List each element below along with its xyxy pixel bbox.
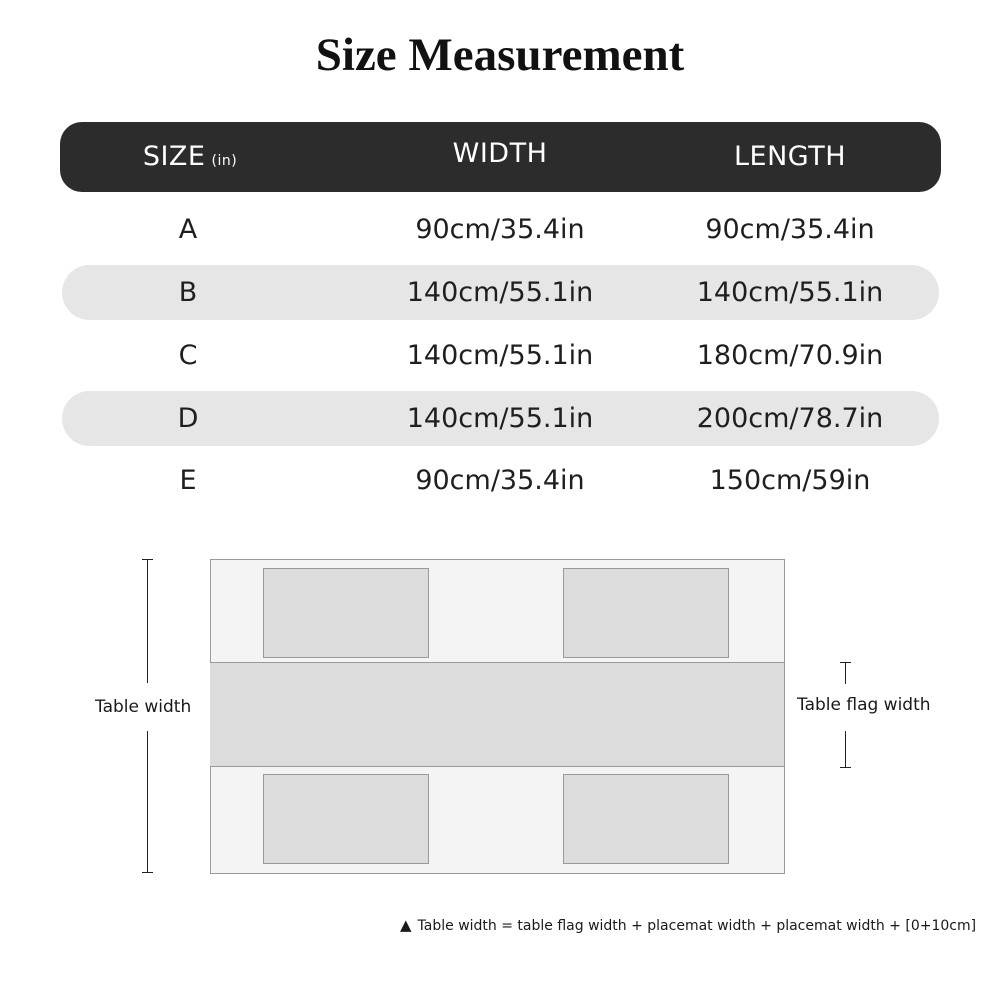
formula-note — [400, 916, 976, 934]
table-row — [62, 265, 939, 320]
header-size-label: SIZE — [142, 141, 206, 172]
page-title: Size Measurement — [315, 29, 685, 81]
dimension-line — [147, 559, 148, 683]
width-cell: 90cm/35.4in — [415, 214, 585, 245]
table-row — [62, 328, 939, 383]
dimension-cap — [142, 872, 153, 873]
placemat — [263, 774, 429, 864]
formula-text: Table width = table flag width + placemat width + placemat width + [0+10cm] — [417, 918, 977, 934]
dimension-cap — [840, 767, 851, 768]
size-cell: A — [178, 214, 198, 245]
length-cell: 90cm/35.4in — [705, 214, 875, 245]
size-table-header — [60, 122, 941, 192]
length-cell: 140cm/55.1in — [696, 277, 884, 308]
triangle-icon: ▲ — [400, 916, 412, 934]
flag-width-label: Table flag width — [797, 695, 931, 715]
table-row — [62, 453, 939, 508]
table-runner — [210, 662, 784, 767]
size-cell: B — [178, 277, 198, 308]
length-cell: 150cm/59in — [709, 465, 871, 496]
length-cell: 180cm/70.9in — [696, 340, 884, 371]
placemat — [563, 568, 729, 658]
table-row — [62, 202, 939, 257]
table-width-label: Table width — [95, 697, 192, 717]
placemat — [263, 568, 429, 658]
table-row — [62, 391, 939, 446]
dimension-line — [845, 662, 846, 684]
header-size-unit: (in) — [211, 153, 238, 169]
size-cell: D — [177, 403, 199, 434]
dimension-line — [147, 731, 148, 872]
header-size — [100, 122, 280, 192]
width-cell: 140cm/55.1in — [406, 403, 594, 434]
width-cell: 140cm/55.1in — [406, 340, 594, 371]
header-width: WIDTH — [452, 138, 548, 169]
dimension-line — [845, 731, 846, 767]
size-cell: E — [179, 465, 197, 496]
width-cell: 140cm/55.1in — [406, 277, 594, 308]
size-cell: C — [178, 340, 198, 371]
width-cell: 90cm/35.4in — [415, 465, 585, 496]
header-length: LENGTH — [733, 141, 847, 172]
length-cell: 200cm/78.7in — [696, 403, 884, 434]
placemat — [563, 774, 729, 864]
